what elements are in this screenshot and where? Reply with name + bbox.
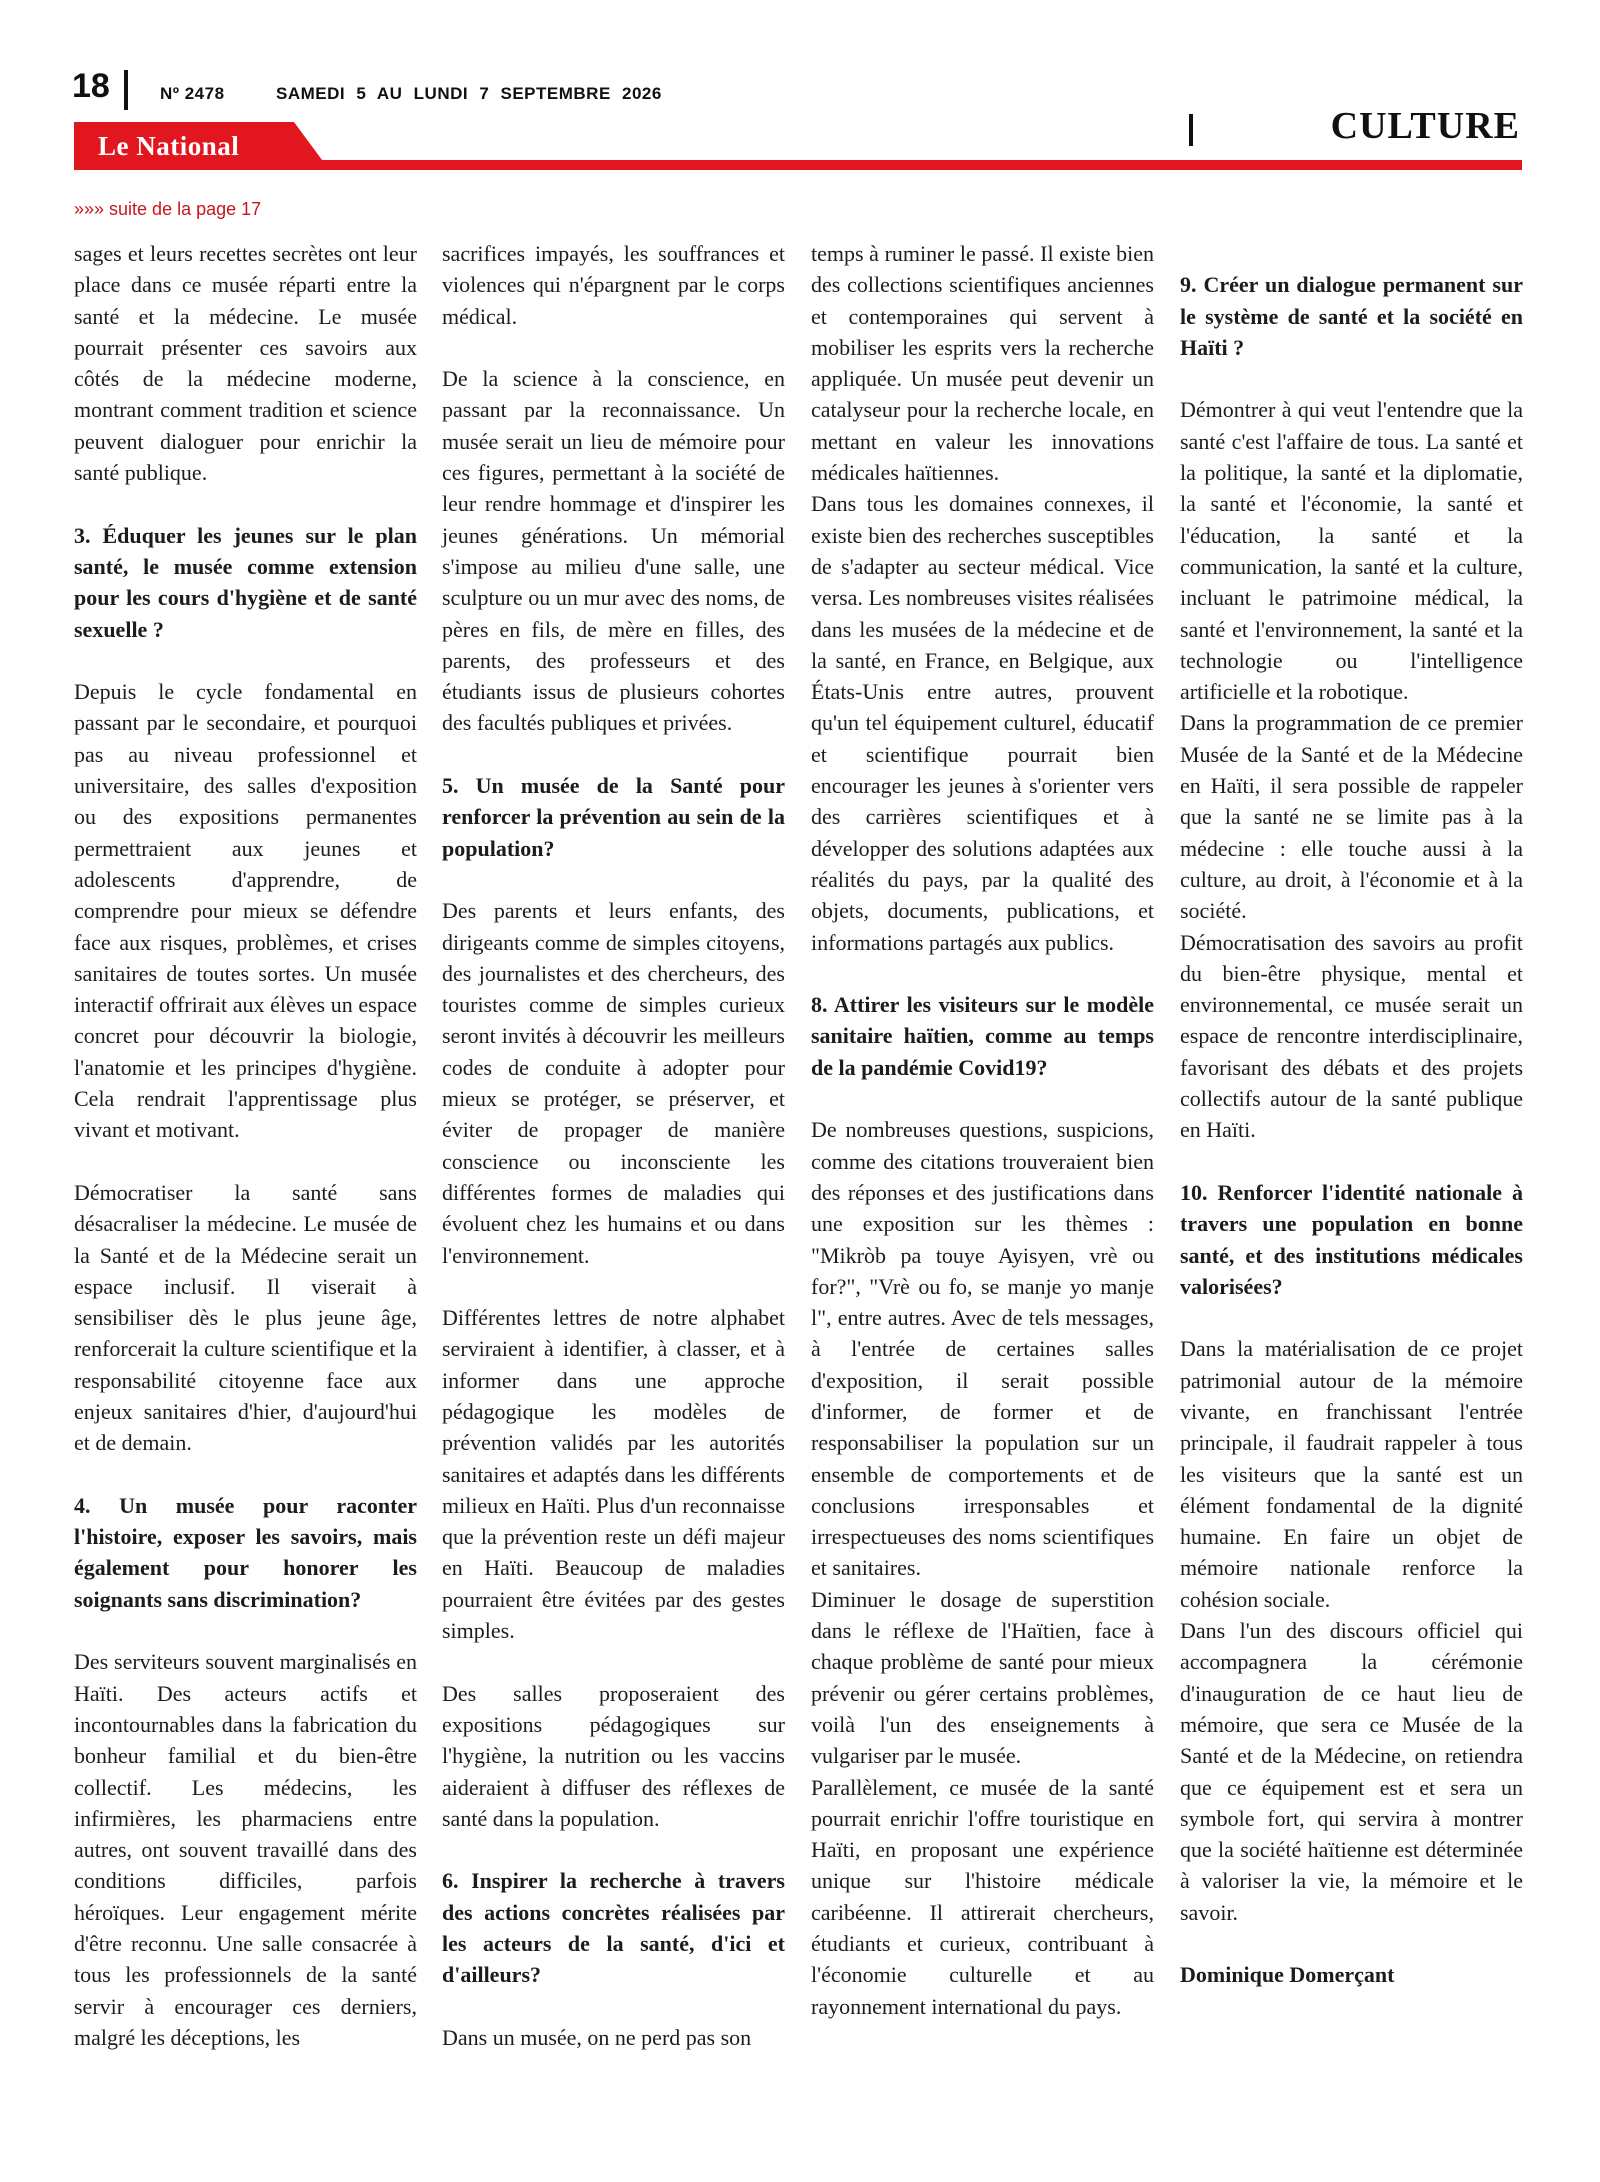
article-column-2	[442, 238, 785, 2053]
article-paragraph: Des serviteurs souvent marginalisés en Haïti. Des acteurs actifs et incontournables dans la fabrication du bonheur familial et du bien-être collectif. Les médecins, les infirmières, les pharmaciens entre autres, ont souvent travaillé dans des conditions difficiles, parfois héroïques. Leur engagement mérite d'être reconnu. Une salle consacrée à tous les professionnels de la santé servir à encourager ces derniers, malgré les déceptions, les	[74, 1649, 417, 2050]
article-paragraph: Dans la matérialisation de ce projet patrimonial autour de la mémoire vivante, en franchissant l'entrée principale, il faudrait rappeler à tous les visiteurs que la santé est un élément fondamental de la dignité humaine. En faire un objet de mémoire nationale renforce la cohésion sociale.	[1180, 1336, 1523, 1612]
author-signature: Dominique Domerçant	[1180, 1962, 1395, 1988]
article-paragraph: temps à ruminer le passé. Il existe bien des collections scientifiques anciennes et contemporaines qui servent à mobiliser les esprits vers la recherche appliquée. Un musée peut devenir un catalyseur pour la recherche locale, en mettant en valeur les innovations médicales haïtiennes.	[811, 241, 1154, 486]
article-paragraph: Démontrer à qui veut l'entendre que la santé c'est l'affaire de tous. La santé et la politique, la santé et la diplomatie, la santé et l'économie, la santé et l'éducation, la santé et la communication, la santé et la culture, incluant le patrimoine médical, la santé et l'environnement, la santé et la technologie ou l'intelligence artificielle et la robotique.	[1180, 397, 1523, 705]
article-paragraph: Parallèlement, ce musée de la santé pourrait enrichir l'offre touristique en Haïti, en proposant une expérience unique sur l'histoire médicale caribéenne. Il attirerait chercheurs, étudiants et curieux, contribuant à l'économie culturelle et au rayonnement international du pays.	[811, 1774, 1154, 2019]
page-header	[0, 0, 1600, 219]
article-paragraph: De la science à la conscience, en passant par la reconnaissance. Un musée serait un lieu de mémoire pour ces figures, permettant à la société de leur rendre hommage et d'inspirer les jeunes générations. Un mémorial s'impose au milieu d'une salle, une sculpture ou un mur avec des noms, de pères en fils, de mère en filles, des parents, des professeurs et des étudiants issus de plusieurs cohortes des facultés publiques et privées.	[442, 366, 785, 736]
section-title: CULTURE	[1330, 105, 1520, 147]
section-heading: 5. Un musée de la Santé pour renforcer la prévention au sein de la population?	[442, 773, 785, 861]
article-column-1	[74, 238, 417, 2053]
continued-from-link[interactable]: »»» suite de la page 17	[74, 199, 262, 219]
article-paragraph: De nombreuses questions, suspicions, comme des citations trouveraient bien des réponses et des justifications dans une exposition sur les thèmes : "Mikròb pa touye Ayisyen, vrè ou for?", "Vrè ou fo, se manje yo manje l", entre autres. Avec de tels messages, à l'entrée de certaines salles d'exposition, il serait possible d'informer, de former et de responsabiliser la population sur un ensemble de comportements et de conclusions irresponsables et irrespectueuses des noms scientifiques et sanitaires.	[811, 1117, 1154, 1581]
issue-number: Nº 2478	[160, 84, 225, 103]
article-column-4	[1180, 238, 1523, 1991]
section-heading: 8. Attirer les visiteurs sur le modèle sanitaire haïtien, comme au temps de la pandémie Covid19?	[811, 992, 1154, 1080]
article-paragraph: Depuis le cycle fondamental en passant par le secondaire, et pourquoi pas au niveau professionnel et universitaire, des salles d'exposition ou des expositions permanentes permettraient aux jeunes et adolescents d'apprendre, de comprendre pour mieux se défendre face aux risques, problèmes, et crises sanitaires de toutes sortes. Un musée interactif offrirait aux élèves un espace concret pour découvrir la biologie, l'anatomie et les principes d'hygiène. Cela rendrait l'apprentissage plus vivant et motivant.	[74, 679, 417, 1143]
article-paragraph: Des salles proposeraient des expositions pédagogiques sur l'hygiène, la nutrition ou les vaccins aideraient à diffuser des réflexes de santé dans la population.	[442, 1680, 785, 1831]
article-paragraph: Dans tous les domaines connexes, il existe bien des recherches susceptibles de s'adapter au secteur médical. Vice versa. Les nombreuses visites réalisées dans les musées de la médecine et de la santé, en France, en Belgique, aux États-Unis entre autres, prouvent qu'un tel équipement culturel, éducatif et scientifique pourrait bien encourager les jeunes à s'orienter vers des carrières scientifiques et à développer des solutions adaptées aux réalités du pays, par la qualité des objets, documents, publications, et informations partagés aux publics.	[811, 491, 1154, 955]
brand-banner-shape	[74, 122, 1522, 170]
article-paragraph: Des parents et leurs enfants, des dirigeants comme de simples citoyens, des journalistes et des chercheurs, des touristes comme de simples curieux seront invités à découvrir les meilleurs codes de conduite à adopter pour mieux se protéger, se préserver, et éviter de propager de manière conscience ou inconsciente les différentes formes de maladies qui évoluent chez les humains et ou dans l'environnement.	[442, 898, 785, 1268]
article-paragraph: Différentes lettres de notre alphabet serviraient à identifier, à classer, et à informer dans une approche pédagogique les modèles de prévention validés par les autorités sanitaires et adaptés dans les différents milieux en Haïti. Plus d'un reconnaisse que la prévention reste un défi majeur en Haïti. Beaucoup de maladies pourraient être évitées par des gestes simples.	[442, 1305, 785, 1644]
article-paragraph: Diminuer le dosage de superstition dans le réflexe de l'Haïtien, face à chaque problème de santé pour mieux prévenir ou gérer certains problèmes, voilà l'un des enseignements à vulgariser par le musée.	[811, 1586, 1154, 1769]
page-number-divider	[124, 70, 128, 110]
article-paragraph: Dans la programmation de ce premier Musée de la Santé et de la Médecine en Haïti, il sera possible de rappeler que la santé ne se limite pas à la médecine : elle touche aussi à la culture, au droit, à l'économie et à la société.	[1180, 710, 1523, 924]
article-paragraph: Dans l'un des discours officiel qui accompagnera la cérémonie d'inauguration de ce haut lieu de mémoire, que sera ce Musée de la Santé et de la Médecine, on retiendra que ce équipement est et sera un symbole fort, qui servira à montrer que la société haïtienne est déterminée à valoriser la vie, la mémoire et le savoir.	[1180, 1618, 1523, 1925]
article-paragraph: sacrifices impayés, les souffrances et violences qui n'épargnent par le corps médical.	[442, 241, 785, 329]
section-heading: 4. Un musée pour raconter l'histoire, exposer les savoirs, mais également pour honorer les soignants sans discrimination?	[74, 1492, 417, 1612]
brand-banner	[74, 122, 1522, 170]
article-paragraph: sages et leurs recettes secrètes ont leur place dans ce musée réparti entre la santé et la médecine. Le musée pourrait présenter ces savoirs aux côtés de la médecine moderne, montrant comment tradition et science peuvent dialoguer pour enrichir la santé publique.	[74, 241, 417, 486]
article-paragraph: Démocratiser la santé sans désacraliser la médecine. Le musée de la Santé et de la Médecine serait un espace inclusif. Il viserait à sensibiliser dès le plus jeune âge, renforcerait la culture scientifique et la responsabilité citoyenne face aux enjeux sanitaires d'hier, d'aujourd'hui et de demain.	[74, 1179, 417, 1456]
brand-logo: Le National	[98, 131, 240, 161]
section-heading: 6. Inspirer la recherche à travers des actions concrètes réalisées par les acteurs de la santé, d'ici et d'ailleurs?	[442, 1868, 785, 1988]
article-paragraph: Démocratisation des savoirs au profit du bien-être physique, mental et environnemental, ce musée serait un espace de rencontre interdisciplinaire, favorisant des débats et des projets collectifs autour de la santé publique en Haïti.	[1180, 929, 1523, 1143]
section-heading: 10. Renforcer l'identité nationale à travers une population en bonne santé, et des institutions médicales valorisées?	[1180, 1179, 1523, 1299]
section-heading: 9. Créer un dialogue permanent sur le système de santé et la société en Haïti ?	[1180, 272, 1523, 360]
section-heading: 3. Éduquer les jeunes sur le plan santé, le musée comme extension pour les cours d'hygiène et de santé sexuelle ?	[74, 522, 417, 642]
page-number: 18	[72, 67, 110, 105]
article-paragraph: Dans un musée, on ne perd pas son	[442, 2024, 752, 2050]
issue-date: SAMEDI 5 AU LUNDI 7 SEPTEMBRE 2026	[276, 84, 662, 103]
article-column-3	[811, 238, 1154, 2022]
